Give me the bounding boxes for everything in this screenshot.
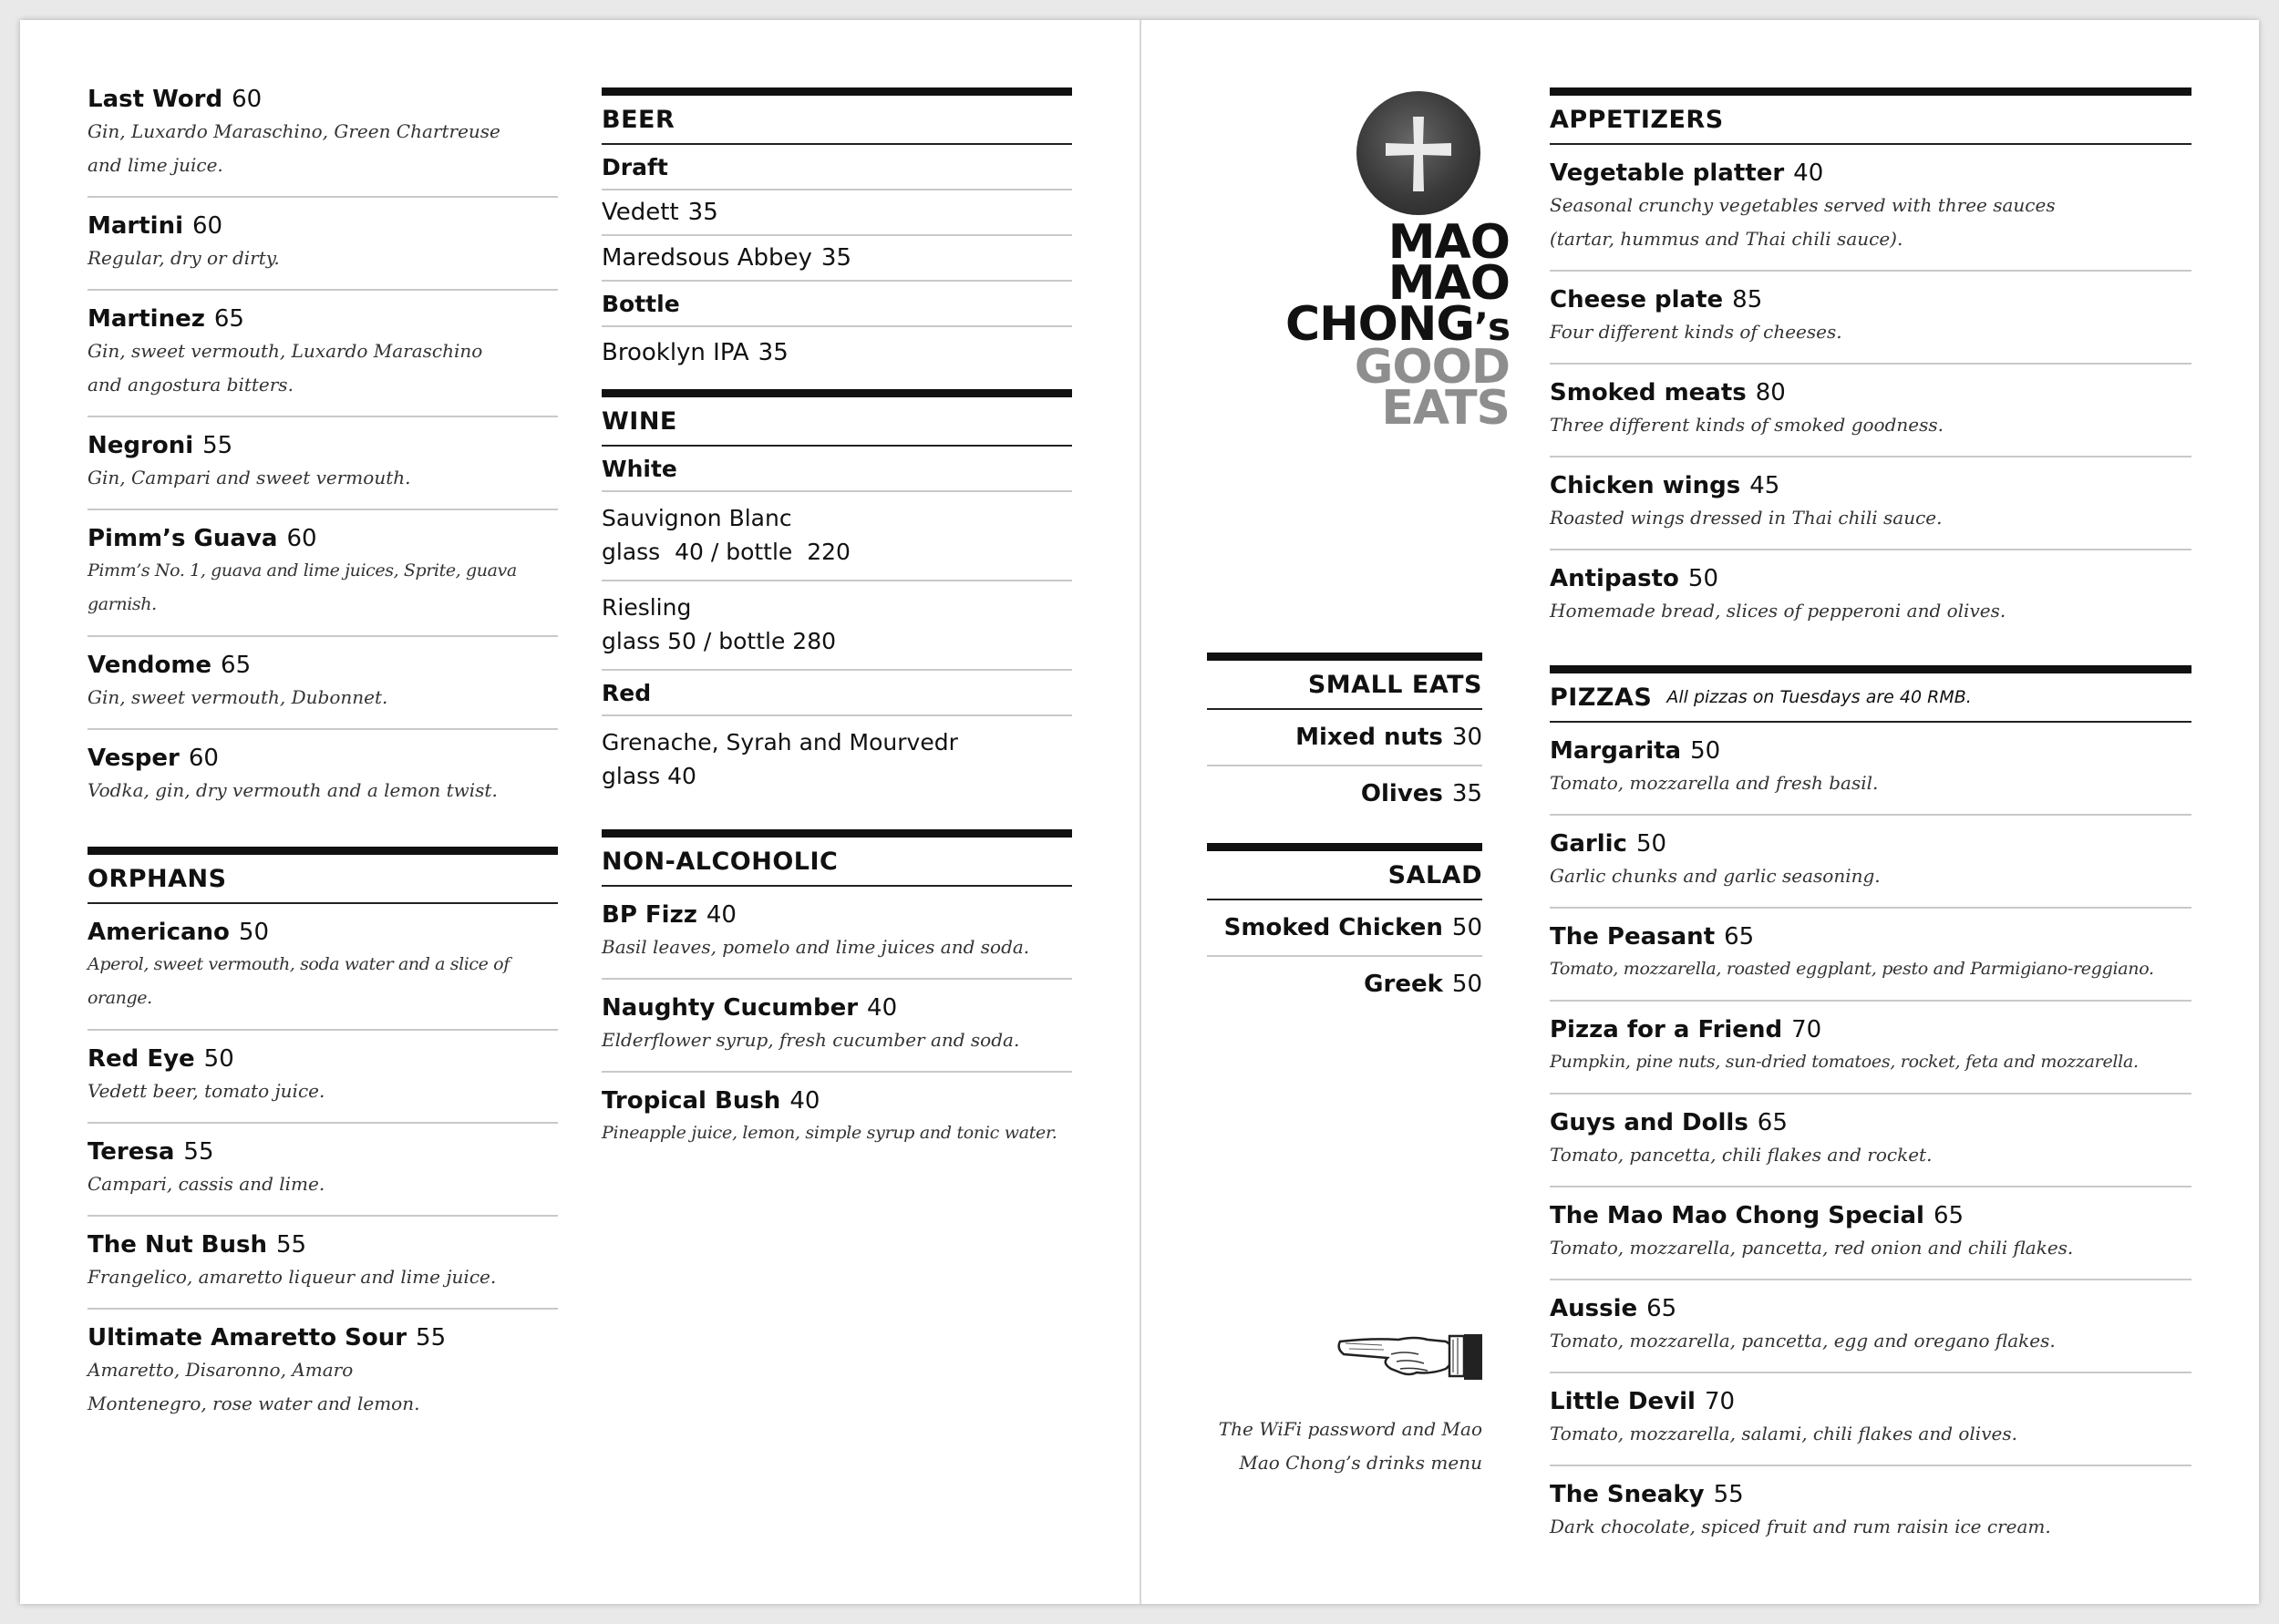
small-eats-column [1207,653,1482,1012]
section-title: APPETIZERS [1550,96,2191,145]
item-description: Roasted wings dressed in Thai chili sauce. [1550,507,1943,529]
item-price: 55 [183,1138,214,1166]
section-title-text: PIZZAS [1550,683,1653,712]
item-name: Naughty Cucumber [602,994,859,1022]
item-price: 65 [1933,1202,1964,1229]
item-description: Gin, sweet vermouth, Luxardo Maraschino and angostura bitters. [88,340,483,396]
page-fold [1140,20,1141,1604]
menu-item [88,904,558,1031]
item-price: 55 [276,1231,307,1259]
item-name: Margarita [1550,737,1682,765]
drinks-column [602,87,1072,1164]
item-name: Grenache, Syrah and Mourvedr [602,729,958,755]
item-name: Martinez [88,305,205,333]
item-price: 65 [221,652,252,679]
orphans-section [88,847,558,1434]
menu-sheet [20,20,2259,1604]
item-description: Seasonal crunchy vegetables served with three sauces (tartar, hummus and Thai chili sauce). [1550,194,2056,250]
item-name: Chicken wings [1550,472,1741,499]
logo-line: MAO [1387,256,1510,311]
item-name: Pimm’s Guava [88,525,278,552]
item-name: The Mao Mao Chong Special [1550,1202,1924,1229]
item-price: 50 [1690,737,1721,765]
menu-item [1550,1280,2191,1373]
item-price: 50 [203,1045,234,1073]
item-description: Pineapple juice, lemon, simple syrup and tonic water. [602,1123,1057,1143]
item-price: 50 [1635,830,1667,858]
menu-item [1550,1466,2191,1557]
item-name: Greek [1364,971,1443,998]
item-price: 55 [202,432,233,459]
menu-item [602,887,1072,980]
subsection-title: Draft [602,145,1072,190]
item-price: 30 [1451,724,1482,751]
item-description: Tomato, mozzarella, roasted eggplant, pesto and Parmigiano-reggiano. [1550,959,2154,979]
menu-item [88,730,558,821]
appetizers-section [1550,87,2191,642]
small-eats-section [1207,653,1482,821]
section-title: BEER [602,96,1072,145]
item-price: 60 [192,212,223,240]
item-name: Last Word [88,86,223,113]
menu-item [1550,457,2191,550]
menu-item [88,1217,558,1310]
subsection-title: Bottle [602,282,1072,327]
menu-item [602,190,1072,236]
item-name: Vegetable platter [1550,159,1785,187]
menu-item [1550,1095,2191,1187]
item-price: 70 [1704,1388,1736,1415]
menu-item [602,327,1072,378]
item-price: 45 [1749,472,1780,499]
item-price: 60 [286,525,317,552]
logo-wordmark [1187,215,1510,436]
menu-item [1550,1373,2191,1466]
wine-section [602,389,1072,804]
item-name: Guys and Dolls [1550,1109,1748,1136]
item-price: 40 [1793,159,1824,187]
menu-item [88,1124,558,1217]
item-name: Aussie [1550,1295,1638,1322]
item-description: Tomato, mozzarella, pancetta, red onion and chili flakes. [1550,1237,2074,1259]
menu-item [602,492,1072,581]
item-price: 40 [867,994,898,1022]
menu-item [1550,816,2191,909]
item-price: 85 [1732,286,1763,313]
item-price: 60 [188,745,219,772]
item-name: Brooklyn IPA [602,339,749,366]
menu-item [88,1310,558,1434]
subsection-title: Red [602,671,1072,716]
menu-item [88,510,558,637]
item-price: 50 [1687,565,1718,592]
menu-item [1207,710,1482,766]
item-price: 65 [1646,1295,1677,1322]
pizzas-note: All pizzas on Tuesdays are 40 RMB. [1666,687,1972,707]
item-description: Basil leaves, pomelo and lime juices and soda. [602,936,1030,958]
section-title: SMALL EATS [1207,661,1482,710]
item-price: 70 [1791,1016,1822,1043]
menu-item [88,84,558,198]
menu-item [602,581,1072,671]
item-description: Aperol, sweet vermouth, soda water and a slice of orange. [88,954,510,1008]
logo-line: GOOD [1354,340,1510,395]
item-description: Gin, Luxardo Maraschino, Green Chartreuse and lime juice. [88,120,500,176]
item-price: 55 [416,1324,447,1352]
menu-item [602,980,1072,1073]
item-name: Smoked meats [1550,379,1747,406]
item-description: Tomato, mozzarella, pancetta, egg and oregano flakes. [1550,1330,2056,1352]
section-title: WINE [602,397,1072,447]
logo-line-main: CHONG [1284,297,1475,352]
item-description: Elderflower syrup, fresh cucumber and soda. [602,1029,1020,1051]
item-description: Campari, cassis and lime. [88,1173,325,1195]
logo-line: EATS [1381,381,1510,436]
item-price: 50 [238,919,270,946]
item-name: Americano [88,919,230,946]
menu-item [1207,766,1482,821]
item-name: Antipasto [1550,565,1679,592]
item-name: Smoked Chicken [1223,914,1443,941]
item-description: Homemade bread, slices of pepperoni and olives. [1550,600,2006,622]
item-name: The Peasant [1550,923,1716,951]
item-description: Three different kinds of smoked goodness. [1550,414,1944,436]
menu-item [88,637,558,730]
item-price: glass 50 / bottle 280 [602,628,837,654]
item-price: 50 [1451,914,1482,941]
item-description: Pumpkin, pine nuts, sun-dried tomatoes, rocket, feta and mozzarella. [1550,1052,2139,1072]
item-name: Sauvignon Blanc [602,505,792,531]
item-name: Cheese plate [1550,286,1724,313]
menu-item [1550,550,2191,642]
item-name: Maredsous Abbey [602,244,812,272]
item-name: Riesling [602,594,692,621]
item-name: The Nut Bush [88,1231,267,1259]
item-price: 35 [758,339,789,366]
menu-item [1550,1187,2191,1280]
menu-item [602,1073,1072,1164]
item-name: Negroni [88,432,194,459]
item-name: Ultimate Amaretto Sour [88,1324,407,1352]
menu-item [1550,1002,2191,1095]
item-price: 65 [213,305,244,333]
menu-item [88,1031,558,1124]
menu-item [602,236,1072,282]
item-name: Pizza for a Friend [1550,1016,1783,1043]
item-price: 40 [789,1087,820,1115]
cocktail-list [88,84,558,821]
item-price: 80 [1755,379,1786,406]
food-column [1550,87,2191,1557]
menu-item [1550,365,2191,457]
item-name: The Sneaky [1550,1481,1705,1508]
item-description: Tomato, mozzarella and fresh basil. [1550,772,1879,794]
item-description: Gin, Campari and sweet vermouth. [88,467,411,488]
item-name: Teresa [88,1138,175,1166]
item-price: glass 40 / bottle 220 [602,539,851,565]
item-name: Garlic [1550,830,1627,858]
item-name: Martini [88,212,184,240]
item-name: Vendome [88,652,212,679]
item-description: Amaretto, Disaronno, Amaro Montenegro, rose water and lemon. [88,1359,420,1414]
item-description: Vedett beer, tomato juice. [88,1080,325,1102]
item-price: 60 [232,86,263,113]
salad-section [1207,843,1482,1012]
item-description: Four different kinds of cheeses. [1550,321,1842,343]
menu-item [602,716,1072,804]
item-description: Tomato, pancetta, chili flakes and rocket. [1550,1144,1933,1166]
item-name: Olives [1360,780,1443,807]
pointing-hand-icon [1336,1327,1486,1387]
item-description: Tomato, mozzarella, salami, chili flakes and olives. [1550,1423,2017,1444]
menu-item [1207,957,1482,1012]
item-name: Vedett [602,199,679,226]
item-price: 50 [1451,971,1482,998]
section-title: NON-ALCOHOLIC [602,838,1072,887]
menu-item [1550,145,2191,272]
menu-item [1550,272,2191,365]
cocktails-column [88,84,558,1434]
section-title: SALAD [1207,851,1482,900]
non-alcoholic-section [602,829,1072,1164]
menu-item [1207,900,1482,957]
item-name: Little Devil [1550,1388,1696,1415]
menu-item [1550,723,2191,816]
item-price: 35 [1451,780,1482,807]
menu-item [88,198,558,291]
item-price: 40 [706,901,737,929]
logo-line: MAO [1387,215,1510,270]
subsection-title: White [602,447,1072,492]
item-name: Vesper [88,745,180,772]
item-price: 55 [1713,1481,1744,1508]
item-description: Gin, sweet vermouth, Dubonnet. [88,686,388,708]
item-name: Mixed nuts [1295,724,1443,751]
item-name: BP Fizz [602,901,697,929]
item-description: Vodka, gin, dry vermouth and a lemon twist. [88,779,498,801]
menu-item [88,417,558,510]
item-description: Pimm’s No. 1, guava and lime juices, Sprite, guava garnish. [88,560,517,614]
item-price: 35 [820,244,851,272]
item-description: Regular, dry or dirty. [88,247,280,269]
item-description: Garlic chunks and garlic seasoning. [1550,865,1881,887]
item-name: Red Eye [88,1045,195,1073]
menu-item [1550,909,2191,1002]
menu-item [88,291,558,417]
item-price: 65 [1724,923,1755,951]
item-price: 35 [687,199,718,226]
section-title: ORPHANS [88,855,558,904]
item-description: Dark chocolate, spiced fruit and rum raisin ice cream. [1550,1516,2051,1537]
item-price: glass 40 [602,763,696,789]
logo-line-suffix: ’s [1474,304,1510,349]
wifi-note: The WiFi password and Mao Mao Chong’s drinks menu [1218,1418,1482,1474]
item-name: Tropical Bush [602,1087,781,1115]
item-description: Frangelico, amaretto liqueur and lime juice. [88,1266,497,1288]
section-title [1550,673,2191,723]
pizzas-section [1550,665,2191,1557]
beer-section [602,87,1072,378]
logo-cross-icon [1356,91,1480,215]
item-price: 65 [1757,1109,1788,1136]
